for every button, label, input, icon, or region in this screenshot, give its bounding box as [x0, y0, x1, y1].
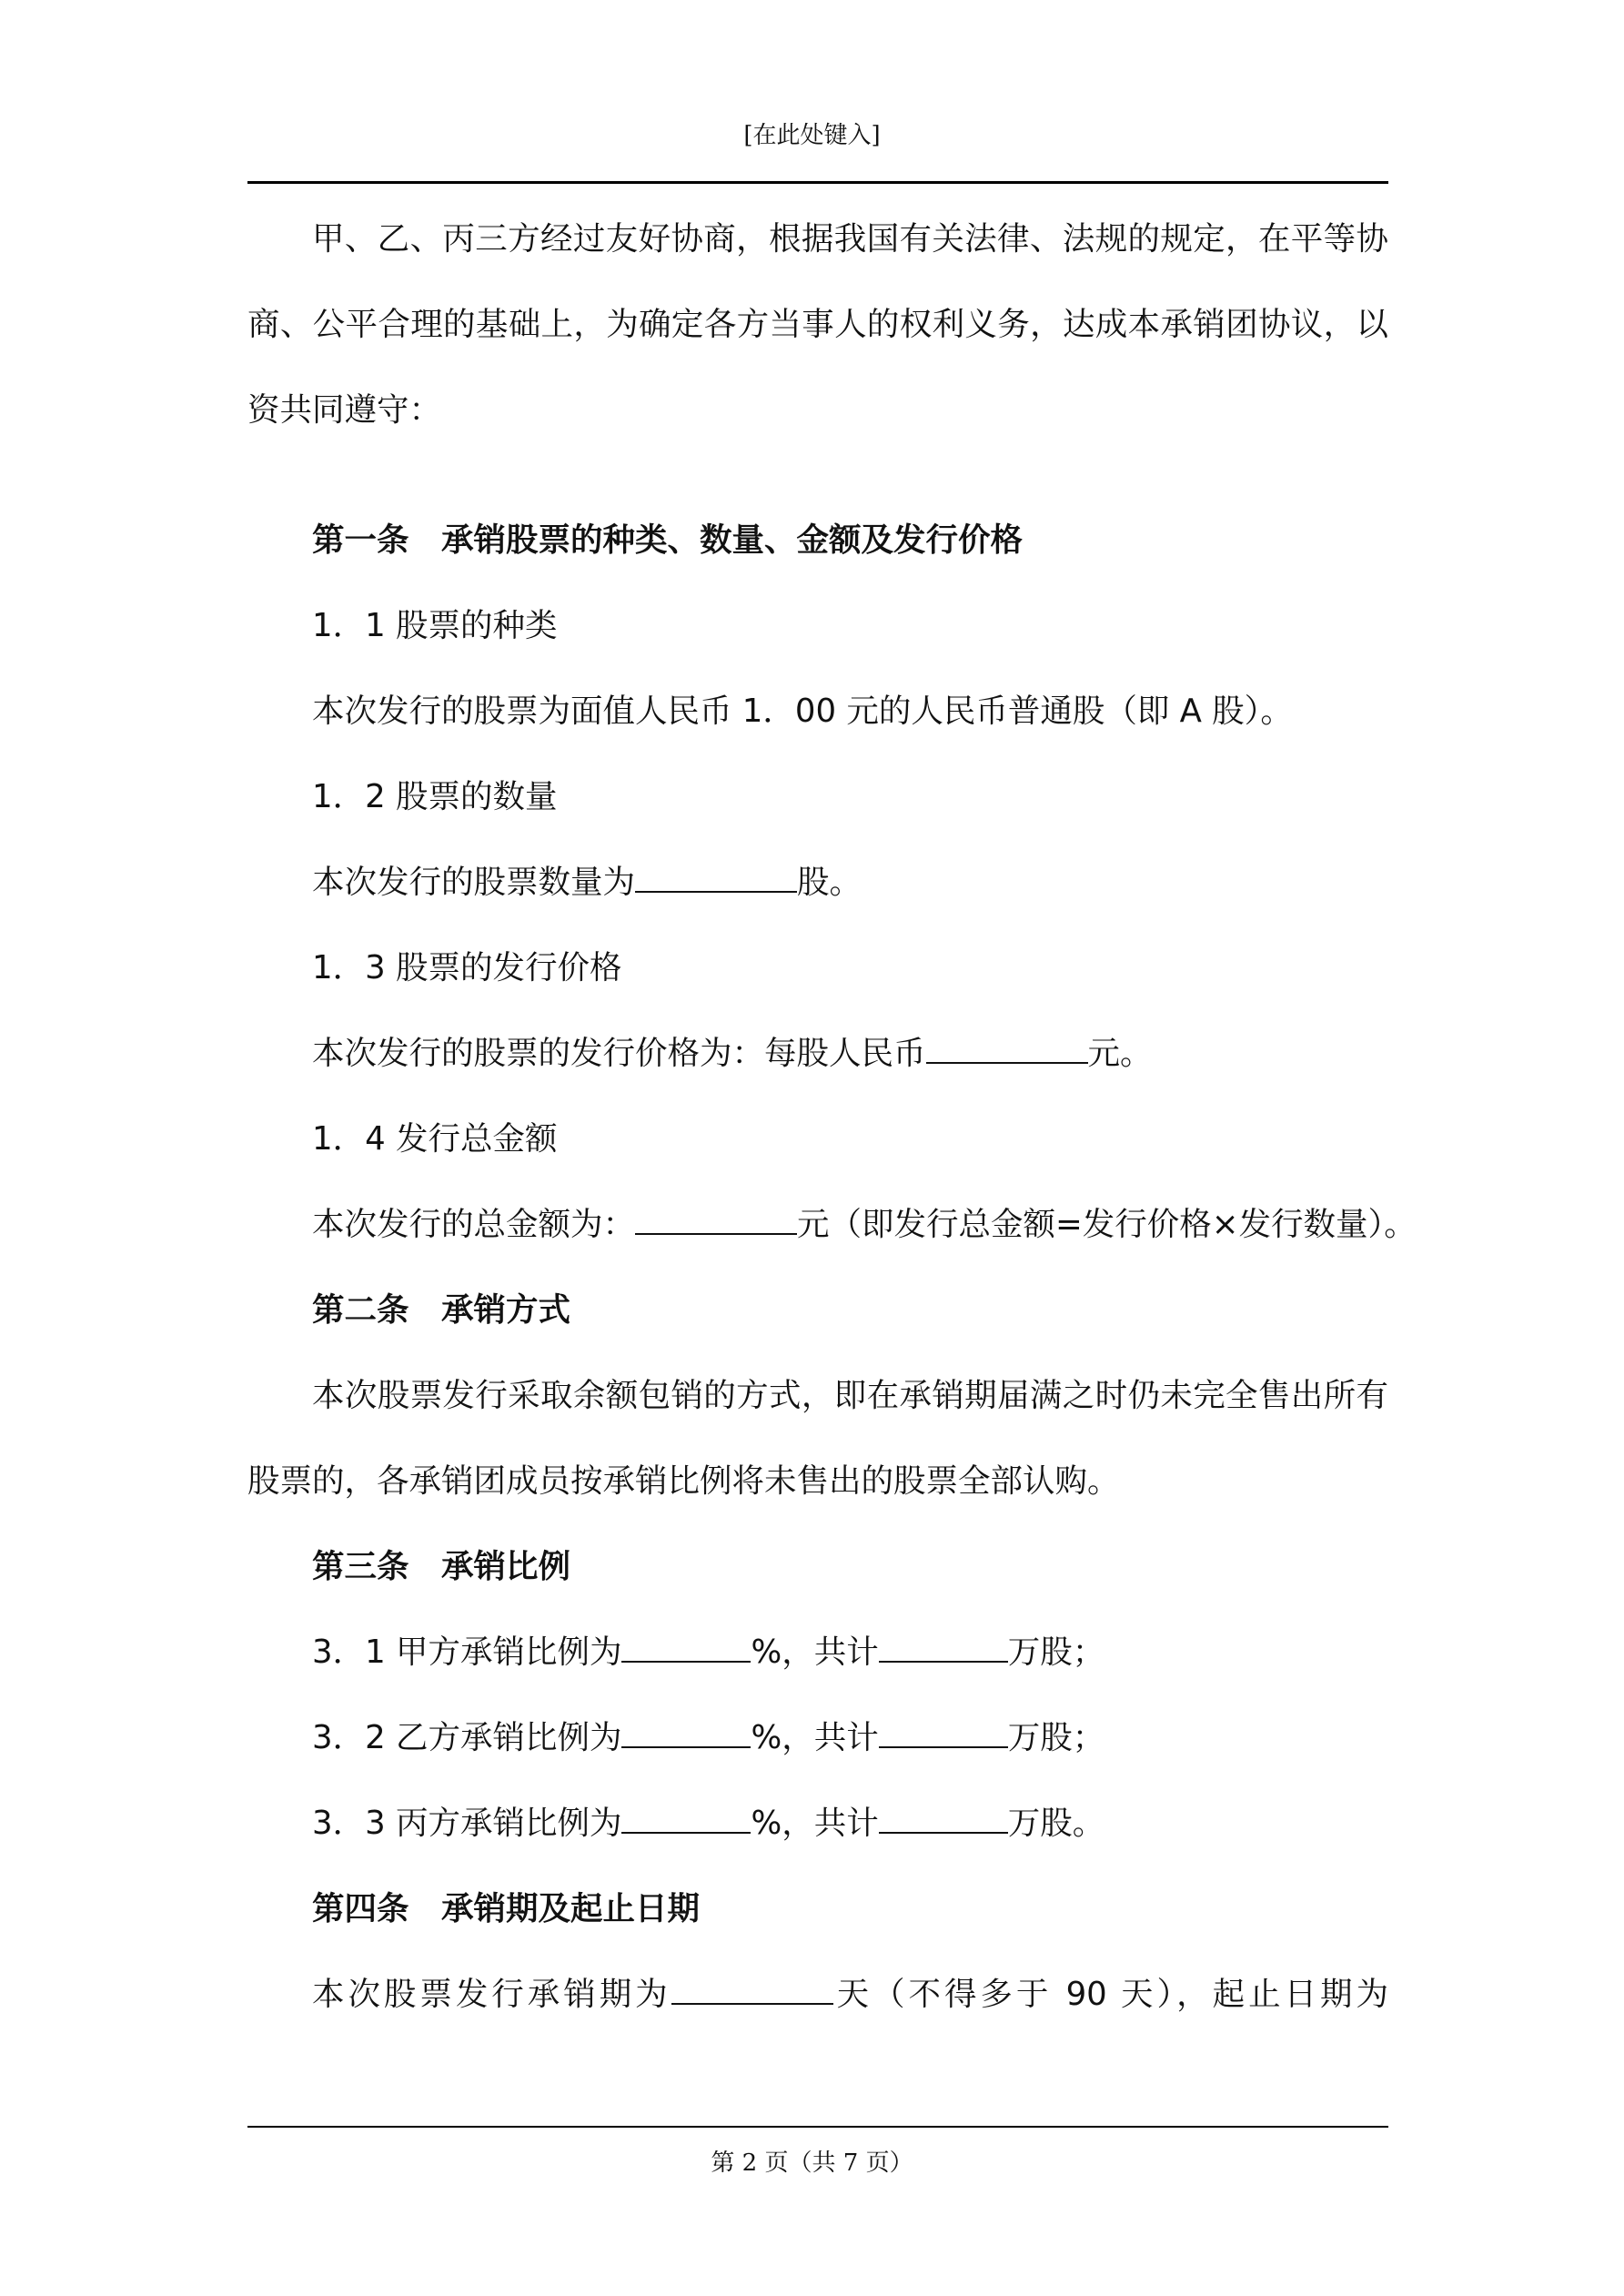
article-3-heading: 第三条 承销比例 [312, 1548, 571, 1585]
text: 3．1 甲方承销比例为 [312, 1633, 622, 1671]
page-footer: 第 2 页（共 7 页） [711, 2149, 913, 2177]
section-1-2-text [247, 840, 1388, 925]
text: %，共计 [751, 1719, 879, 1756]
text: 本次发行的股票数量为 [312, 864, 636, 901]
article-4-text [247, 1952, 1388, 2038]
article-1-heading: 第一条 承销股票的种类、数量、金额及发行价格 [312, 521, 1024, 559]
blank-days[interactable] [671, 2003, 833, 2005]
text: 本次股票发行承销期为 [312, 1976, 671, 2013]
text: 本次发行的总金额为： [312, 1206, 636, 1243]
text: 天（不得多于 90 天），起止日期为 [832, 1976, 1388, 2013]
section-1-3-text [247, 1011, 1388, 1097]
document-body [247, 197, 1417, 2038]
article-2-text: 本次股票发行采取余额包销的方式，即在承销期届满之时仍未完全售出所有股票的，各承销团成员按承销比例将未售出的股票全部认购。 [247, 1377, 1388, 1500]
section-1-1-text: 本次发行的股票为面值人民币 1．00 元的人民币普通股（即 A 股）。 [312, 693, 1293, 730]
blank-shares[interactable] [879, 1661, 1008, 1663]
blank-share-count[interactable] [635, 891, 797, 893]
blank-total-amount[interactable] [635, 1233, 797, 1235]
blank-shares[interactable] [879, 1832, 1008, 1834]
text: 万股； [1007, 1719, 1105, 1756]
blank-price[interactable] [926, 1062, 1088, 1064]
article-3-item [247, 1781, 1388, 1866]
section-1-2-title: 1．2 股票的数量 [312, 778, 558, 815]
section-1-3-title: 1．3 股票的发行价格 [312, 949, 622, 986]
text: %，共计 [751, 1633, 879, 1671]
text: 元。 [1087, 1035, 1153, 1072]
text: 万股。 [1007, 1805, 1105, 1842]
text: 3．3 丙方承销比例为 [312, 1805, 622, 1842]
article-4-heading: 第四条 承销期及起止日期 [312, 1890, 701, 1927]
blank-percent[interactable] [621, 1661, 751, 1663]
text: %，共计 [751, 1805, 879, 1842]
article-3-item [247, 1695, 1388, 1781]
text: 本次发行的股票的发行价格为：每股人民币 [312, 1035, 926, 1072]
text: 万股； [1007, 1633, 1105, 1671]
blank-percent[interactable] [621, 1746, 751, 1748]
page-header: [在此处键入] [743, 122, 881, 149]
header-divider [247, 181, 1388, 184]
article-2-heading: 第二条 承销方式 [312, 1291, 571, 1329]
blank-shares[interactable] [879, 1746, 1008, 1748]
section-1-4-title: 1．4 发行总金额 [312, 1120, 558, 1158]
section-1-4-text [247, 1182, 1417, 1268]
footer-divider [247, 2126, 1388, 2128]
intro-paragraph: 甲、乙、丙三方经过友好协商，根据我国有关法律、法规的规定，在平等协商、公平合理的基础上，为确定各方当事人的权利义务，达成本承销团协议，以资共同遵守： [247, 220, 1388, 429]
text: 元（即发行总金额=发行价格×发行数量）。 [797, 1206, 1417, 1243]
section-1-1-title: 1．1 股票的种类 [312, 607, 558, 644]
article-3-item [247, 1610, 1388, 1695]
text: 股。 [797, 864, 862, 901]
blank-percent[interactable] [621, 1832, 751, 1834]
text: 3．2 乙方承销比例为 [312, 1719, 622, 1756]
